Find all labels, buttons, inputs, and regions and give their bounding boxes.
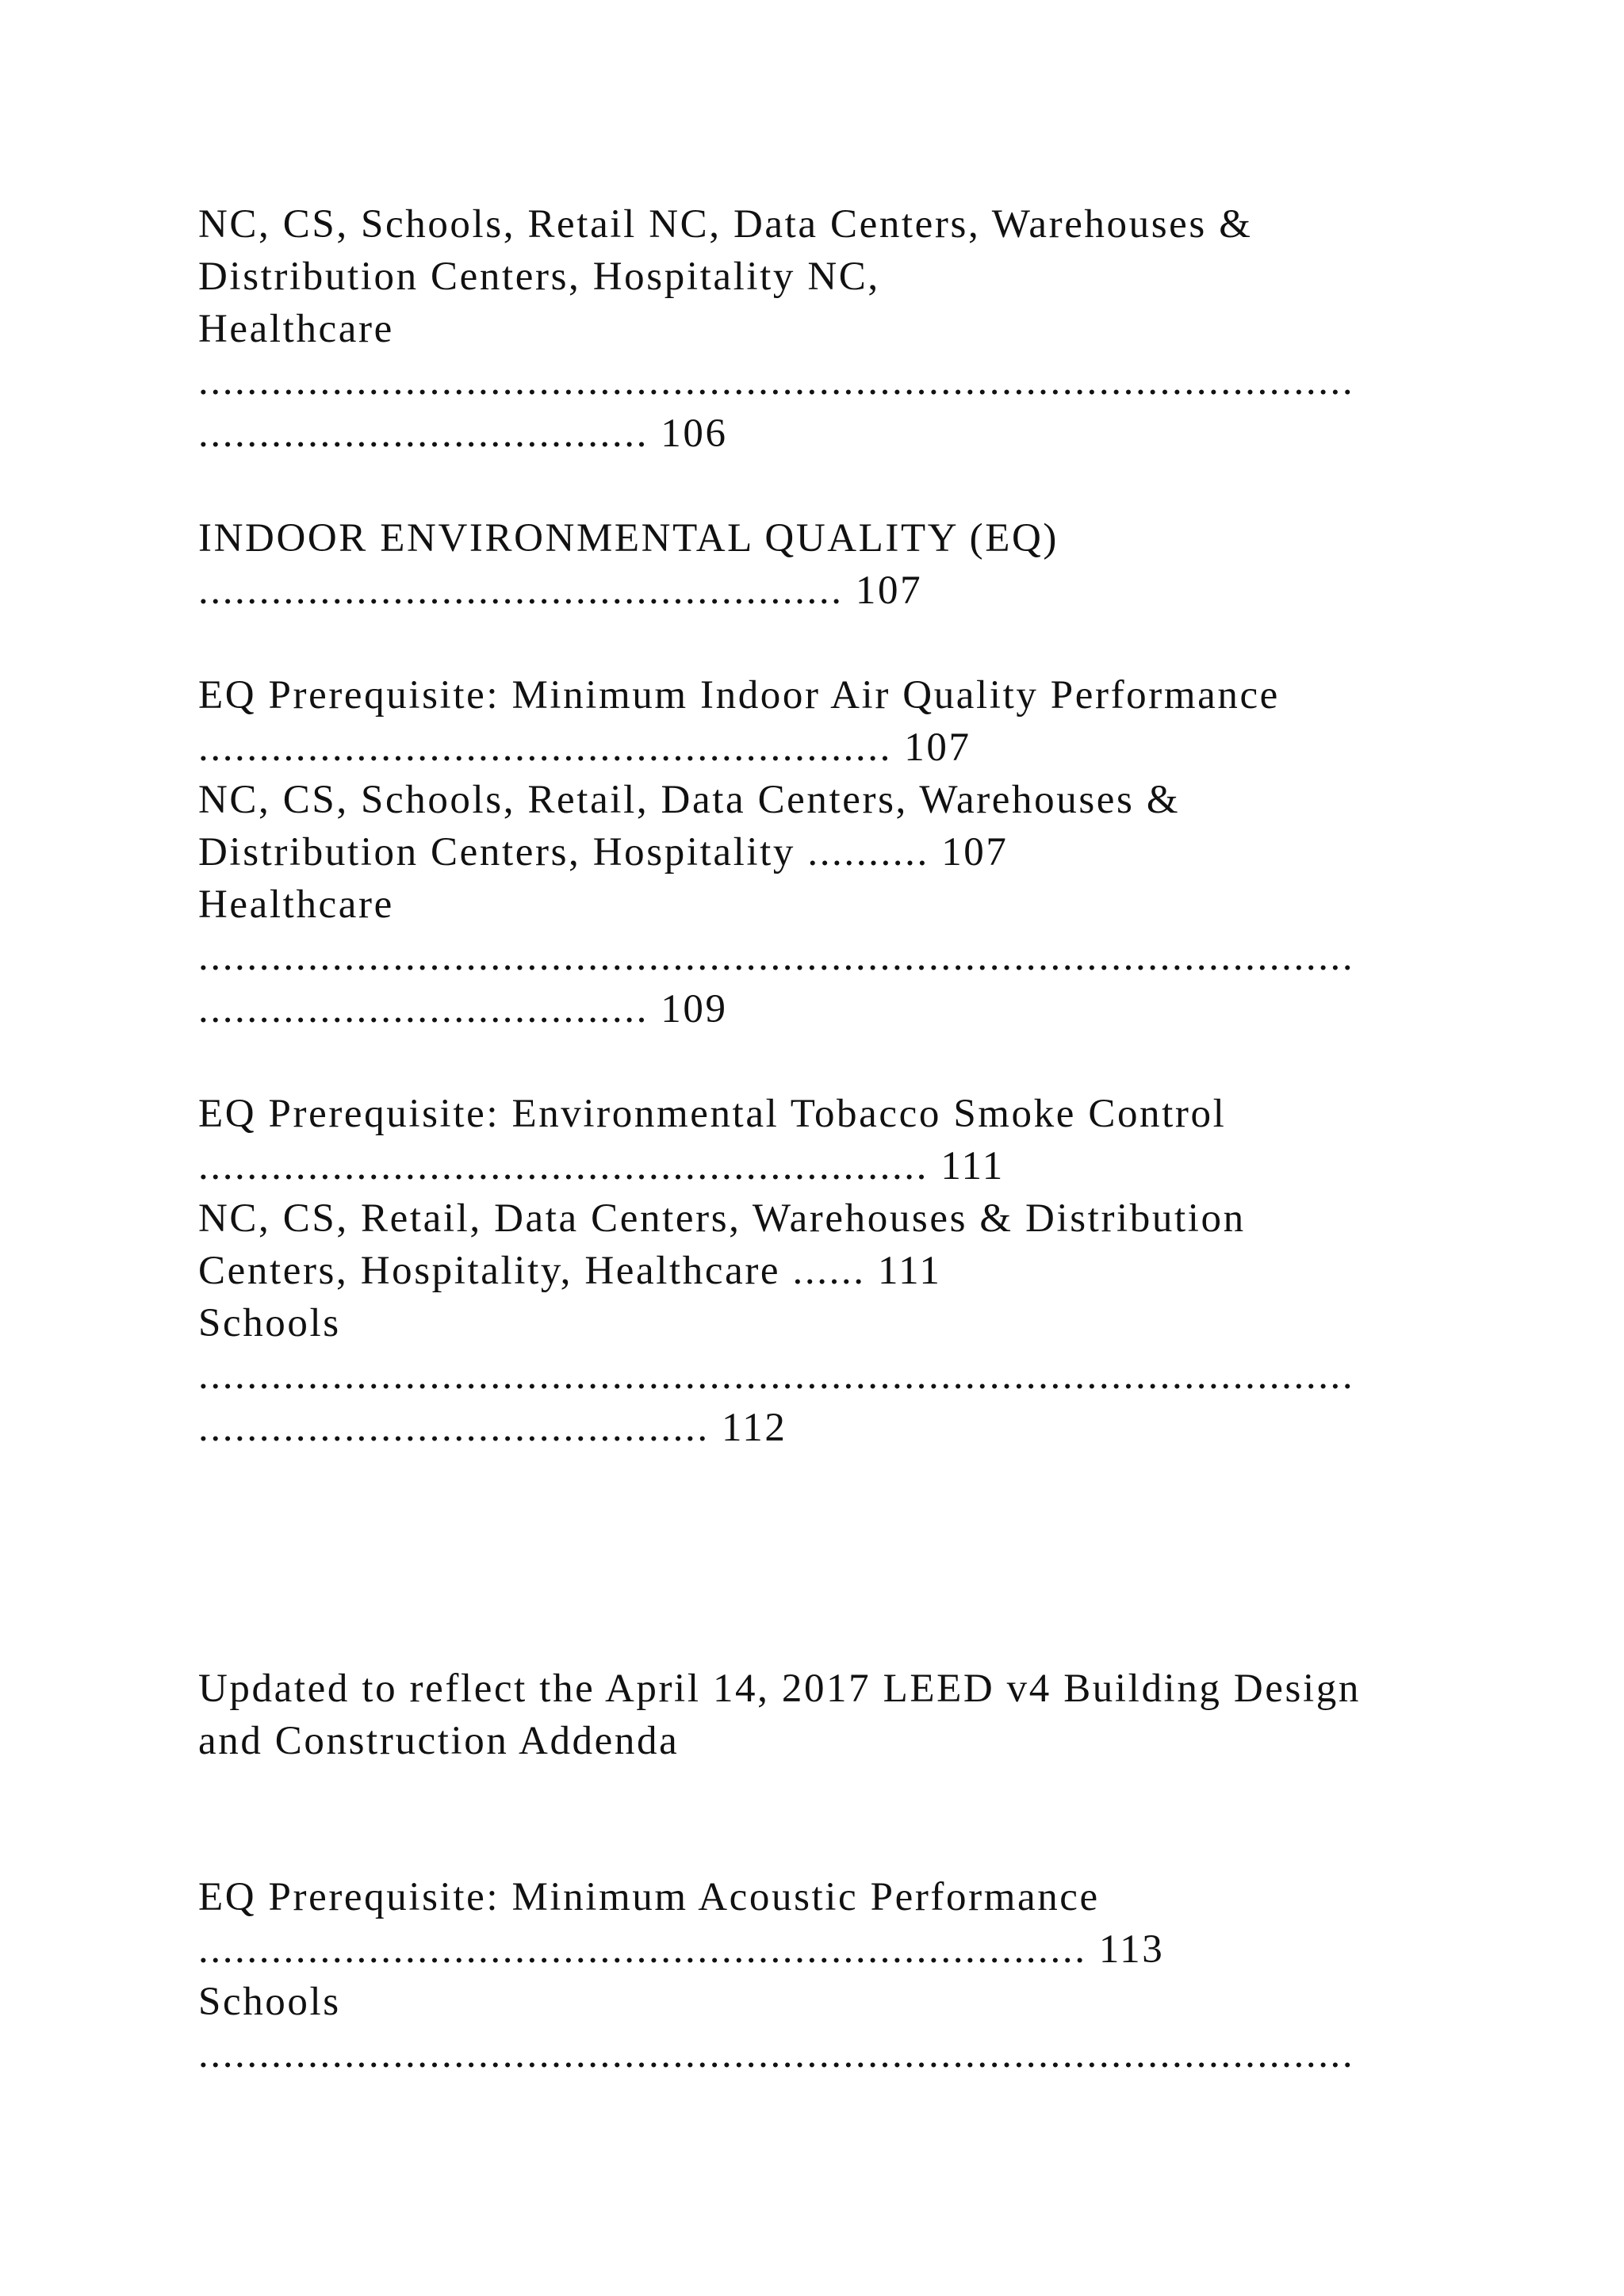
toc-page-ref: ............................................................ 111 bbox=[198, 1144, 1005, 1188]
toc-page-ref: Distribution Centers, Hospitality .......... 107 bbox=[198, 830, 1009, 874]
addenda-note: Updated to reflect the April 14, 2017 LEED v4 Building Design bbox=[198, 1667, 1361, 1711]
toc-line: NC, CS, Schools, Retail, Data Centers, Warehouses & bbox=[198, 778, 1181, 822]
toc-line: NC, CS, Schools, Retail NC, Data Centers, Warehouses & bbox=[198, 202, 1253, 247]
toc-page-ref: ..................................................... 107 bbox=[198, 568, 923, 613]
toc-leader-dots: ............................................................................................... bbox=[198, 359, 1355, 404]
toc-line: Healthcare bbox=[198, 307, 394, 351]
addenda-note: and Construction Addenda bbox=[198, 1719, 680, 1763]
toc-page-ref: Centers, Hospitality, Healthcare ...... 111 bbox=[198, 1249, 942, 1293]
toc-page-ref: ..................................... 109 bbox=[198, 987, 728, 1031]
toc-line: EQ Prerequisite: Environmental Tobacco Smoke Control bbox=[198, 1092, 1227, 1136]
toc-line: EQ Prerequisite: Minimum Acoustic Performance bbox=[198, 1875, 1100, 1919]
toc-leader-dots: ............................................................................................... bbox=[198, 2032, 1355, 2076]
toc-line: Schools bbox=[198, 1980, 341, 2024]
toc-line: NC, CS, Retail, Data Centers, Warehouses & Distribution bbox=[198, 1196, 1246, 1241]
toc-leader-dots: ............................................................................................... bbox=[198, 1353, 1355, 1398]
toc-page-ref: .......................................... 112 bbox=[198, 1406, 787, 1450]
toc-page-ref: ..................................... 106 bbox=[198, 411, 728, 456]
toc-line: Distribution Centers, Hospitality NC, bbox=[198, 254, 880, 299]
toc-line: Schools bbox=[198, 1301, 341, 1345]
toc-leader-dots: ............................................................................................... bbox=[198, 935, 1355, 979]
toc-line: EQ Prerequisite: Minimum Indoor Air Quality Performance bbox=[198, 673, 1280, 718]
toc-line: Healthcare bbox=[198, 882, 394, 927]
toc-page-ref: ......................................................................... 113 bbox=[198, 1927, 1165, 1972]
toc-page-ref: ......................................................... 107 bbox=[198, 725, 971, 770]
section-heading: INDOOR ENVIRONMENTAL QUALITY (EQ) bbox=[198, 516, 1059, 561]
